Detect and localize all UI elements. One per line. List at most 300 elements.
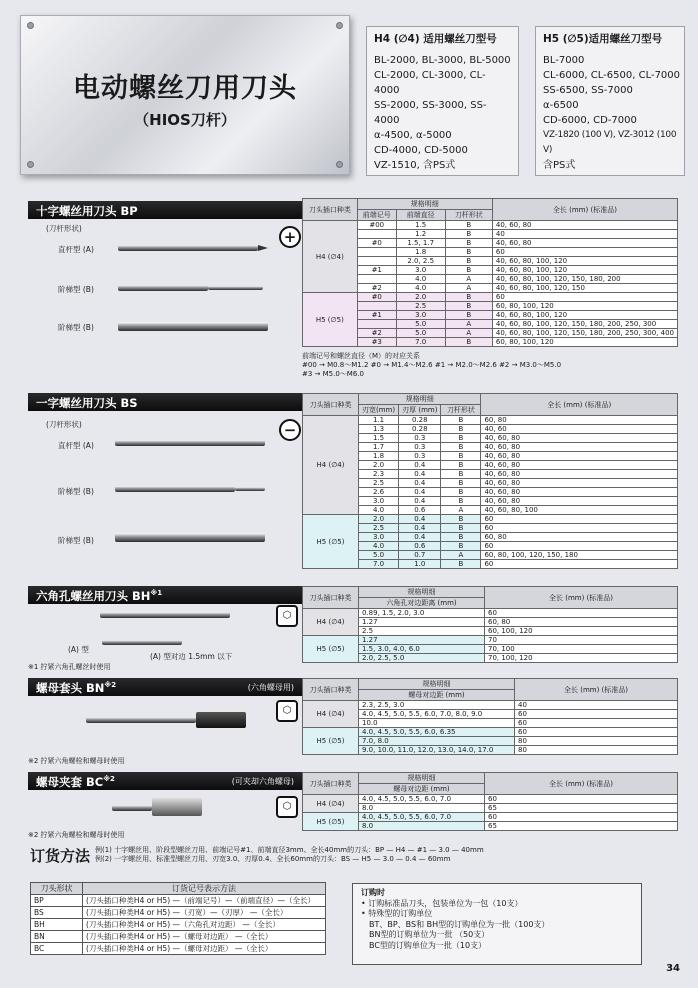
table-cell: 60 (492, 248, 677, 257)
table-cell: B (441, 479, 481, 488)
table-cell: 3.0 (396, 266, 445, 275)
table-cell: B (441, 542, 481, 551)
hex-icon: ⬡ (276, 605, 298, 627)
table-row (303, 654, 678, 663)
bh-type-label: (A) 型 (68, 645, 89, 654)
table-cell: 60 (515, 710, 678, 719)
bc-socket-image (152, 798, 202, 816)
bc-section-bar (28, 772, 302, 790)
hex-nut-icon: ⬡ (276, 700, 298, 722)
bp-bit-tip (258, 245, 268, 251)
table-cell: 0.4 (399, 524, 441, 533)
th-insert: 刀头插口种类 (303, 679, 359, 701)
table-cell: 1.5 (396, 221, 445, 230)
insert-h5: H5 (∅5) (303, 813, 359, 831)
table-cell: A (445, 329, 492, 338)
table-cell: 80 (515, 746, 678, 755)
bh-type-note: (A) 型对边 1.5mm 以下 (150, 652, 233, 661)
table-cell: 0.28 (399, 425, 441, 434)
h5-line: α-6500 (543, 100, 579, 111)
bp-spec-table (302, 198, 678, 347)
table-cell: 5.0 (359, 551, 399, 560)
table-row (303, 311, 678, 320)
table-row (303, 542, 678, 551)
table-cell: 1.0 (399, 560, 441, 569)
th-spec: 规格明细 (359, 773, 485, 784)
table-cell: (刀头插口种类H4 or H5) —（刃宽）—（刃厚） —（全长） (83, 907, 326, 919)
table-cell: 60 (485, 795, 678, 804)
table-cell: 0.89, 1.5, 2.0, 3.0 (359, 609, 485, 618)
table-cell: 8.0 (359, 822, 485, 831)
h4-model-box (366, 26, 519, 176)
table-cell: 60, 100, 120 (485, 627, 678, 636)
table-row (303, 221, 678, 230)
insert-h5: H5 (∅5) (303, 728, 359, 755)
table-cell: 0.4 (399, 488, 441, 497)
table-cell: 60 (481, 560, 678, 569)
table-cell: B (445, 338, 492, 347)
order-title: 订货方法 (30, 847, 91, 865)
bp-bit-image (118, 245, 258, 251)
order-info-box (352, 883, 642, 965)
table-row (303, 728, 678, 737)
table-cell: 1.8 (396, 248, 445, 257)
table-cell: 60 (481, 524, 678, 533)
table-row (303, 822, 678, 831)
table-cell: 65 (485, 822, 678, 831)
table-cell: #0 (357, 239, 396, 248)
table-row (303, 804, 678, 813)
bs-section-bar (28, 393, 302, 411)
table-cell: 0.7 (399, 551, 441, 560)
table-cell: (刀头插口种类H4 or H5) —（前端记号）—（前端直径）—（全长） (83, 895, 326, 907)
table-row (303, 506, 678, 515)
table-row (303, 248, 678, 257)
table-cell: 4.0 (396, 284, 445, 293)
th-thick: 刃厚 (mm) (399, 405, 441, 416)
table-cell: A (441, 506, 481, 515)
table-cell: 70 (485, 636, 678, 645)
order-example: 例(1) 十字螺丝用、阶段型螺丝刀用、前端记号#1、前端直径3mm、全长40mm的刀头：BP — H4 — #1 — 3.0 — 40mm (95, 846, 484, 854)
table-row (303, 701, 678, 710)
table-cell (357, 302, 396, 311)
bp-shape-b2: 阶梯型 (B) (58, 323, 94, 332)
table-cell: 40, 60, 80, 100, 120, 150, 180, 200, 250, 300, 400 (492, 329, 677, 338)
table-row (303, 257, 678, 266)
table-cell: #1 (357, 266, 396, 275)
table-cell: 3.0 (359, 533, 399, 542)
bolt-icon (336, 161, 343, 168)
bn-socket-image (196, 712, 246, 728)
bh-mark: ※1 (150, 589, 163, 598)
table-cell: 40, 60, 80 (492, 239, 677, 248)
table-cell: B (445, 239, 492, 248)
table-row (303, 488, 678, 497)
th-spec: 规格明细 (357, 199, 492, 210)
bn-footnote: ※2 拧紧六角螺栓和螺母时使用 (28, 757, 125, 765)
table-row (303, 275, 678, 284)
table-row (303, 284, 678, 293)
table-cell: (刀头插口种类H4 or H5) —（螺母对边距） —（全长） (83, 931, 326, 943)
table-cell: 40, 60, 80 (481, 461, 678, 470)
table-cell (357, 275, 396, 284)
slotted-icon: − (279, 419, 301, 441)
table-row (303, 443, 678, 452)
table-cell: 40, 60 (481, 425, 678, 434)
table-cell: 60 (515, 728, 678, 737)
table-cell: 7.0 (359, 560, 399, 569)
table-row (303, 645, 678, 654)
insert-h4: H4 (∅4) (303, 221, 358, 293)
table-cell: 5.0 (396, 320, 445, 329)
h4-line: VZ-1510, 含PS式 (374, 160, 456, 171)
table-cell: 0.4 (399, 533, 441, 542)
th-spec: 规格明细 (359, 587, 485, 598)
table-cell: 0.6 (399, 542, 441, 551)
table-cell: #2 (357, 329, 396, 338)
table-cell: B (445, 248, 492, 257)
table-cell: 60, 80, 100, 120, 150, 180 (481, 551, 678, 560)
table-cell: 0.3 (399, 443, 441, 452)
bp-note-line: 前端记号和螺丝直径（M）的对应关系 (302, 352, 421, 360)
th-insert: 刀头插口种类 (303, 394, 359, 416)
bp-note-line: #00 → M0.8～M1.2 #0 → M1.4～M2.6 #1 → M2.0～M2.6 #2 → M3.0～M5.0 (302, 361, 562, 369)
table-cell: B (441, 452, 481, 461)
table-cell: 40 (515, 701, 678, 710)
page-number: 34 (666, 963, 680, 974)
table-cell: 60 (492, 293, 677, 302)
table-cell: B (441, 497, 481, 506)
table-row (303, 302, 678, 311)
table-cell: 60, 80 (485, 618, 678, 627)
table-cell: 40, 60, 80 (481, 488, 678, 497)
table-cell: BC (31, 943, 83, 955)
table-cell: 60 (515, 719, 678, 728)
table-row (303, 636, 678, 645)
table-cell: 40, 60, 80 (481, 470, 678, 479)
table-cell: BH (31, 919, 83, 931)
th-insert: 刀头插口种类 (303, 773, 359, 795)
table-cell: B (441, 434, 481, 443)
bp-bit-image (208, 286, 263, 290)
table-cell: 7.0 (396, 338, 445, 347)
bs-bit-image (115, 486, 235, 492)
table-cell: 1.8 (359, 452, 399, 461)
table-row (303, 524, 678, 533)
th-sub: 螺母对边距 (mm) (359, 784, 485, 795)
table-cell: B (441, 425, 481, 434)
table-row (31, 907, 326, 919)
hex-nut-icon: ⬡ (276, 796, 298, 818)
table-cell: B (441, 416, 481, 425)
h5-line: SS-6500, SS-7000 (543, 85, 633, 96)
bs-title: 一字螺丝用刀头 BS (36, 396, 138, 410)
table-cell: 60, 80, 100, 120 (492, 302, 677, 311)
table-cell: 80 (515, 737, 678, 746)
table-cell: 40, 60, 80, 100, 120 (492, 257, 677, 266)
table-row (303, 266, 678, 275)
table-cell: A (445, 320, 492, 329)
table-cell: 1.5, 1.7 (396, 239, 445, 248)
table-cell: 5.0 (396, 329, 445, 338)
table-cell: 10.0 (359, 719, 515, 728)
bs-shape-label: (刀杆形状) (46, 420, 82, 429)
bp-bit-image (118, 322, 268, 331)
table-cell: 40, 60, 80, 100, 120 (492, 311, 677, 320)
table-cell: 0.4 (399, 515, 441, 524)
order-box-line: BT、BP、BS和 BH型的订购单位为一批（100支） (369, 919, 550, 929)
table-row (303, 710, 678, 719)
h5-heading: H5 (∅5)适用螺丝刀型号 (543, 33, 663, 45)
th-spec: 规格明细 (359, 394, 481, 405)
table-cell: 40, 60, 80, 100, 120, 150 (492, 284, 677, 293)
table-row (303, 813, 678, 822)
table-row (303, 461, 678, 470)
h5-line: 含PS式 (543, 160, 576, 171)
table-row (303, 479, 678, 488)
bs-spec-table (302, 393, 678, 569)
table-cell: 7.0, 8.0 (359, 737, 515, 746)
table-cell: 2.0 (359, 515, 399, 524)
table-cell: 40 (492, 230, 677, 239)
table-cell: BS (31, 907, 83, 919)
table-cell: 0.3 (399, 434, 441, 443)
table-row (303, 551, 678, 560)
h4-line: α-4500, α-5000 (374, 130, 452, 141)
table-cell: 40, 60, 80 (481, 479, 678, 488)
table-cell: B (441, 488, 481, 497)
table-cell: BP (31, 895, 83, 907)
table-cell: 60, 80, 100, 120 (492, 338, 677, 347)
table-cell: 2.5 (359, 479, 399, 488)
bs-shape-b1: 阶梯型 (B) (58, 487, 94, 496)
table-cell: B (445, 302, 492, 311)
bs-bit-image (115, 533, 265, 542)
table-cell: A (445, 284, 492, 293)
h4-line: SS-2000, SS-3000, SS-4000 (374, 100, 487, 126)
table-row (303, 746, 678, 755)
table-cell (357, 257, 396, 266)
table-cell: 2.0 (396, 293, 445, 302)
table-cell: 0.28 (399, 416, 441, 425)
table-cell: B (445, 230, 492, 239)
insert-h4: H4 (∅4) (303, 416, 359, 515)
table-cell: 0.6 (399, 506, 441, 515)
order-table (30, 882, 326, 955)
insert-h5: H5 (∅5) (303, 293, 358, 347)
table-cell (357, 320, 396, 329)
insert-h5: H5 (∅5) (303, 515, 359, 569)
bn-mark: ※2 (104, 681, 117, 690)
table-cell: 70, 100 (485, 645, 678, 654)
th-len: 全长 (mm) (标准品) (515, 679, 678, 701)
bp-shape-a: 直杆型 (A) (58, 245, 94, 254)
bolt-icon (27, 161, 34, 168)
table-cell: 2.3, 2.5, 3.0 (359, 701, 515, 710)
bs-shape-a: 直杆型 (A) (58, 441, 94, 450)
bc-bit-image (112, 805, 152, 811)
table-row (303, 230, 678, 239)
order-box-line: • 特殊型的订购单位 (361, 909, 433, 918)
th-width: 刃宽(mm) (359, 405, 399, 416)
table-row (303, 293, 678, 302)
table-cell: B (441, 461, 481, 470)
table-cell: A (445, 275, 492, 284)
table-cell: 2.5 (359, 627, 485, 636)
table-cell: 4.0, 4.5, 5.0, 5.5, 6.0, 6.35 (359, 728, 515, 737)
table-row (31, 919, 326, 931)
table-cell: 40, 60, 80 (492, 221, 677, 230)
title-plate (20, 15, 350, 175)
table-cell: 0.4 (399, 470, 441, 479)
table-cell: 4.0, 4.5, 5.0, 5.5, 6.0, 7.0, 8.0, 9.0 (359, 710, 515, 719)
table-cell: 40, 60, 80 (481, 443, 678, 452)
bh-footnote: ※1 拧紧六角孔螺丝时使用 (28, 663, 111, 671)
bh-spec-table (302, 586, 678, 663)
table-row (303, 452, 678, 461)
bp-notes (302, 352, 561, 379)
h5-line: VZ-1820 (100 V), VZ-3012 (100 V) (543, 130, 677, 155)
table-cell: 1.2 (396, 230, 445, 239)
table-cell: 2.3 (359, 470, 399, 479)
table-cell: 60 (481, 542, 678, 551)
table-cell: B (441, 515, 481, 524)
page-title: 电动螺丝刀用刀头 (73, 73, 297, 104)
insert-h4: H4 (∅4) (303, 609, 359, 636)
table-row (31, 931, 326, 943)
table-cell: 8.0 (359, 804, 485, 813)
bc-footnote: ※2 拧紧六角螺栓和螺母时使用 (28, 831, 125, 839)
th-shape: 刀头形状 (31, 883, 83, 895)
bp-section-bar (28, 201, 302, 219)
th-len: 全长 (mm) (标准品) (485, 587, 678, 609)
table-row (31, 895, 326, 907)
table-cell: B (445, 266, 492, 275)
table-cell: #1 (357, 311, 396, 320)
table-cell: #2 (357, 284, 396, 293)
table-cell: 2.6 (359, 488, 399, 497)
table-row (303, 239, 678, 248)
table-cell: 1.3 (359, 425, 399, 434)
table-cell: B (441, 560, 481, 569)
table-row (303, 533, 678, 542)
table-cell: 40, 60, 80, 100, 120, 150, 180, 200, 250, 300 (492, 320, 677, 329)
bs-bit-image (115, 440, 265, 446)
table-cell: B (441, 533, 481, 542)
h4-heading: H4 (∅4) 适用螺丝刀型号 (374, 33, 497, 45)
table-cell: 1.5 (359, 434, 399, 443)
table-cell: B (445, 293, 492, 302)
table-cell: 1.27 (359, 636, 485, 645)
table-cell: 1.5, 3.0, 4.0, 6.0 (359, 645, 485, 654)
table-cell: 0.4 (399, 497, 441, 506)
table-row (303, 719, 678, 728)
h5-line: CD-6000, CD-7000 (543, 115, 637, 126)
bs-shape-b2: 阶梯型 (B) (58, 536, 94, 545)
table-row (303, 329, 678, 338)
th-len: 全长 (mm) (标准品) (481, 394, 678, 416)
bp-bit-image (118, 285, 208, 291)
table-row (303, 338, 678, 347)
table-cell: BN (31, 931, 83, 943)
th-len: 全长 (mm) (标准品) (485, 773, 678, 795)
table-cell: 2.5 (359, 524, 399, 533)
h5-line: CL-6000, CL-6500, CL-7000 (543, 70, 681, 81)
table-row (303, 470, 678, 479)
table-cell: #3 (357, 338, 396, 347)
table-cell: 40, 60, 80 (481, 434, 678, 443)
bc-title: 螺母夹套 BC (36, 775, 104, 789)
table-cell (357, 248, 396, 257)
th-shank: 刀杆形状 (441, 405, 481, 416)
bh-title: 六角孔螺丝用刀头 BH (36, 589, 151, 603)
table-cell: B (441, 524, 481, 533)
order-box-line: BC型的订购单位为一批（10支） (369, 940, 487, 950)
table-row (303, 795, 678, 804)
bn-spec-table (302, 678, 678, 755)
h4-line: BL-2000, BL-3000, BL-5000 (374, 55, 511, 66)
table-cell: 2.0, 2.5, 5.0 (359, 654, 485, 663)
order-example: 例(2) 一字螺丝用、标准型螺丝刀用、刃宽3.0、刃厚0.4、全长60mm的刀头：BS — H5 — 3.0 — 0.4 — 60mm (95, 855, 451, 863)
table-cell: 4.0, 4.5, 5.0, 5.5, 6.0, 7.0 (359, 795, 485, 804)
bn-subtitle: (六角螺母用) (247, 683, 294, 692)
th-shank: 刀杆形状 (445, 210, 492, 221)
table-cell: #0 (357, 293, 396, 302)
table-cell: 40, 60, 80 (481, 452, 678, 461)
bc-mark: ※2 (103, 775, 115, 784)
h5-line: BL-7000 (543, 55, 585, 66)
table-cell: 70, 100, 120 (485, 654, 678, 663)
bn-section-bar (28, 678, 302, 696)
bolt-icon (27, 22, 34, 29)
table-cell: A (441, 551, 481, 560)
table-cell: #00 (357, 221, 396, 230)
table-cell: B (441, 470, 481, 479)
table-cell: 60 (485, 609, 678, 618)
table-cell: 3.0 (396, 311, 445, 320)
table-row (303, 618, 678, 627)
h4-line: CL-2000, CL-3000, CL-4000 (374, 70, 486, 96)
table-cell (357, 230, 396, 239)
table-cell: 1.1 (359, 416, 399, 425)
table-cell: 40, 60, 80, 100, 120 (492, 266, 677, 275)
bp-note-line: #3 → M5.0～M6.0 (302, 370, 364, 378)
table-row (303, 320, 678, 329)
table-cell: 4.0, 4.5, 5.0, 5.5, 6.0, 7.0 (359, 813, 485, 822)
order-examples (95, 846, 484, 864)
table-cell: 1.27 (359, 618, 485, 627)
table-cell: 4.0 (396, 275, 445, 284)
table-cell: 60 (485, 813, 678, 822)
th-sub: 六角孔对边距离 (mm) (359, 598, 485, 609)
table-cell: 0.4 (399, 479, 441, 488)
table-cell: B (445, 257, 492, 266)
table-row (303, 515, 678, 524)
insert-h5: H5 (∅5) (303, 636, 359, 663)
table-cell: B (441, 443, 481, 452)
bh-bit-image (102, 640, 182, 645)
table-cell: 40, 60, 80, 100, 120, 150, 180, 200 (492, 275, 677, 284)
th-len: 全长 (mm) (标准品) (492, 199, 677, 221)
table-cell: B (445, 311, 492, 320)
table-cell: 40, 60, 80 (481, 497, 678, 506)
table-cell: 60, 80 (481, 533, 678, 542)
insert-h4: H4 (∅4) (303, 701, 359, 728)
th-insert: 刀头插口种类 (303, 587, 359, 609)
table-row (303, 434, 678, 443)
table-cell: 2.0, 2.5 (396, 257, 445, 266)
table-cell: 2.5 (396, 302, 445, 311)
